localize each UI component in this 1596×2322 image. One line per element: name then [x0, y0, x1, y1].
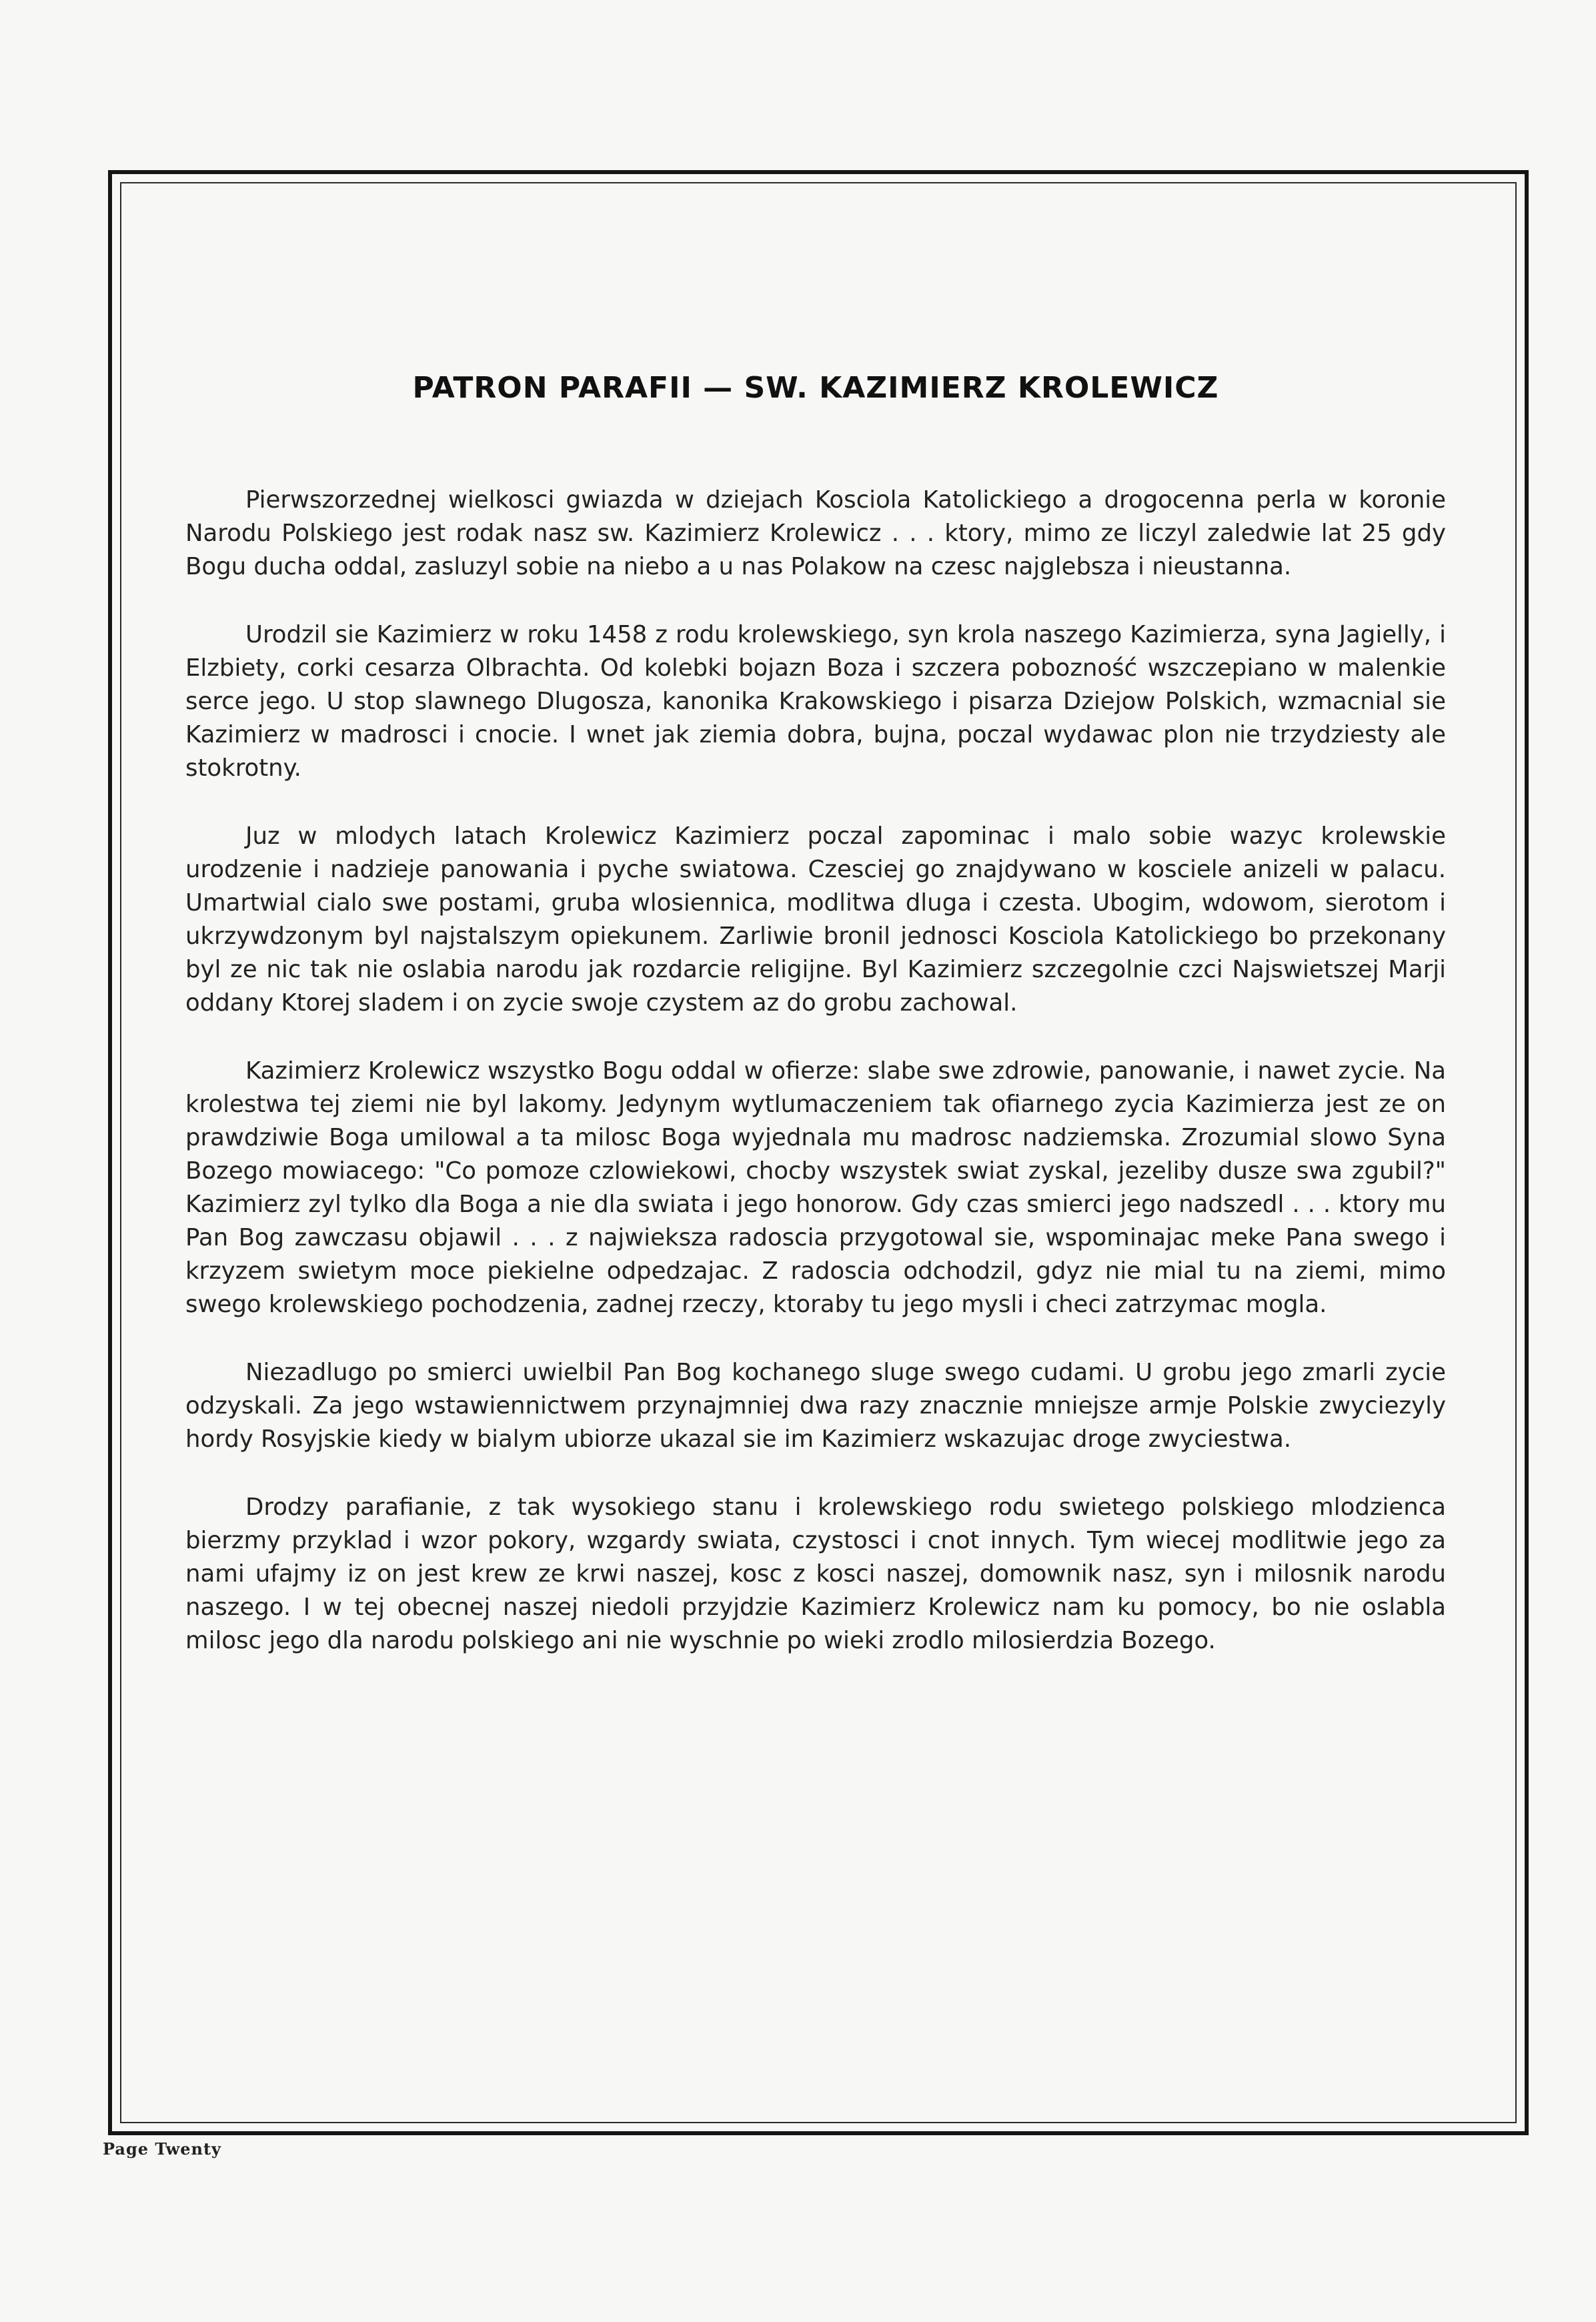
article	[185, 371, 1446, 1692]
paragraph-6: Drodzy parafianie, z tak wysokiego stanu i krolewskiego rodu swietego polskiego mlodzienca bierzmy przyklad i wzor pokory, wzgardy swiata, czystosci i cnot innych. Tym wiecej modlitwie jego za nami ufajmy iz on jest krew ze krwi naszej, kosc z kosci naszej, domownik nasz, syn i milosnik narodu naszego. I w tej obecnej naszej niedoli przyjdzie Kazimierz Krolewicz nam ku pomocy, bo nie oslabla milosc jego dla narodu polskiego ani nie wyschnie po wieki zrodlo milosierdzia Bozego.	[185, 1494, 1446, 1654]
paragraph-5: Niezadlugo po smierci uwielbil Pan Bog kochanego sluge swego cudami. U grobu jego zmarli zycie odzyskali. Za jego wstawiennictwem przynajmniej dwa razy znacznie mniejsze armje Polskie zwyciezyly hordy Rosyjskie kiedy w bialym ubiorze ukazal sie im Kazimierz wskazujac droge zwyciestwa.	[185, 1359, 1446, 1453]
page-number: Page Twenty	[103, 2139, 221, 2159]
paragraph-3: Juz w mlodych latach Krolewicz Kazimierz poczal zapominac i malo sobie wazyc krolewskie urodzenie i nadzieje panowania i pyche swiatowa. Czesciej go znajdywano w kosciele anizeli w palacu. Umartwial cialo swe postami, gruba wlosiennica, modlitwa dluga i czesta. Ubogim, wdowom, sierotom i ukrzywdzonym byl najstalszym opiekunem. Zarliwie bronil jednosci Kosciola Katolickiego bo przekonany byl ze nic tak nie oslabia narodu jak rozdarcie religijne. Byl Kazimierz szczegolnie czci Najswietszej Marji oddany Ktorej sladem i on zycie swoje czystem az do grobu zachowal.	[185, 822, 1446, 1017]
paragraph-2: Urodzil sie Kazimierz w roku 1458 z rodu krolewskiego, syn krola naszego Kazimierza, syna Jagielly, i Elzbiety, corki cesarza Olbrachta. Od kolebki bojazn Boza i szczera pobozność wszczepiano w malenkie serce jego. U stop slawnego Dlugosza, kanonika Krakowskiego i pisarza Dziejow Polskich, wzmacnial sie Kazimierz w madrosci i cnocie. I wnet jak ziemia dobra, bujna, poczal wydawac plon nie trzydziesty ale stokrotny.	[185, 621, 1446, 782]
page-border	[108, 170, 1529, 2135]
article-title: PATRON PARAFII — SW. KAZIMIERZ KROLEWICZ	[412, 371, 1219, 405]
paragraph-4: Kazimierz Krolewicz wszystko Bogu oddal w ofierze: slabe swe zdrowie, panowanie, i nawet zycie. Na krolestwa tej ziemi nie byl lakomy. Jedynym wytlumaczeniem tak ofiarnego zycia Kazimierza jest ze on prawdziwie Boga umilowal a ta milosc Boga wyjednala mu madrosc nadziemska. Zrozumial slowo Syna Bozego mowiacego: "Co pomoze czlowiekowi, chocby wszystek swiat zyskal, jezeliby dusze swa zgubil?" Kazimierz zyl tylko dla Boga a nie dla swiata i jego honorow. Gdy czas smierci jego nadszedl . . . ktory mu Pan Bog zawczasu objawil . . . z najwieksza radoscia przygotowal sie, wspominajac meke Pana swego i krzyzem swietym moce piekielne odpedzajac. Z radoscia odchodzil, gdyz nie mial tu na ziemi, mimo swego krolewskiego pochodzenia, zadnej rzeczy, ktoraby tu jego mysli i checi zatrzymac mogla.	[185, 1057, 1446, 1318]
paragraph-1: Pierwszorzednej wielkosci gwiazda w dziejach Kosciola Katolickiego a drogocenna perla w koronie Narodu Polskiego jest rodak nasz sw. Kazimierz Krolewicz . . . ktory, mimo ze liczyl zaledwie lat 25 gdy Bogu ducha oddal, zasluzyl sobie na niebo a u nas Polakow na czesc najglebsza i nieustanna.	[185, 486, 1446, 580]
